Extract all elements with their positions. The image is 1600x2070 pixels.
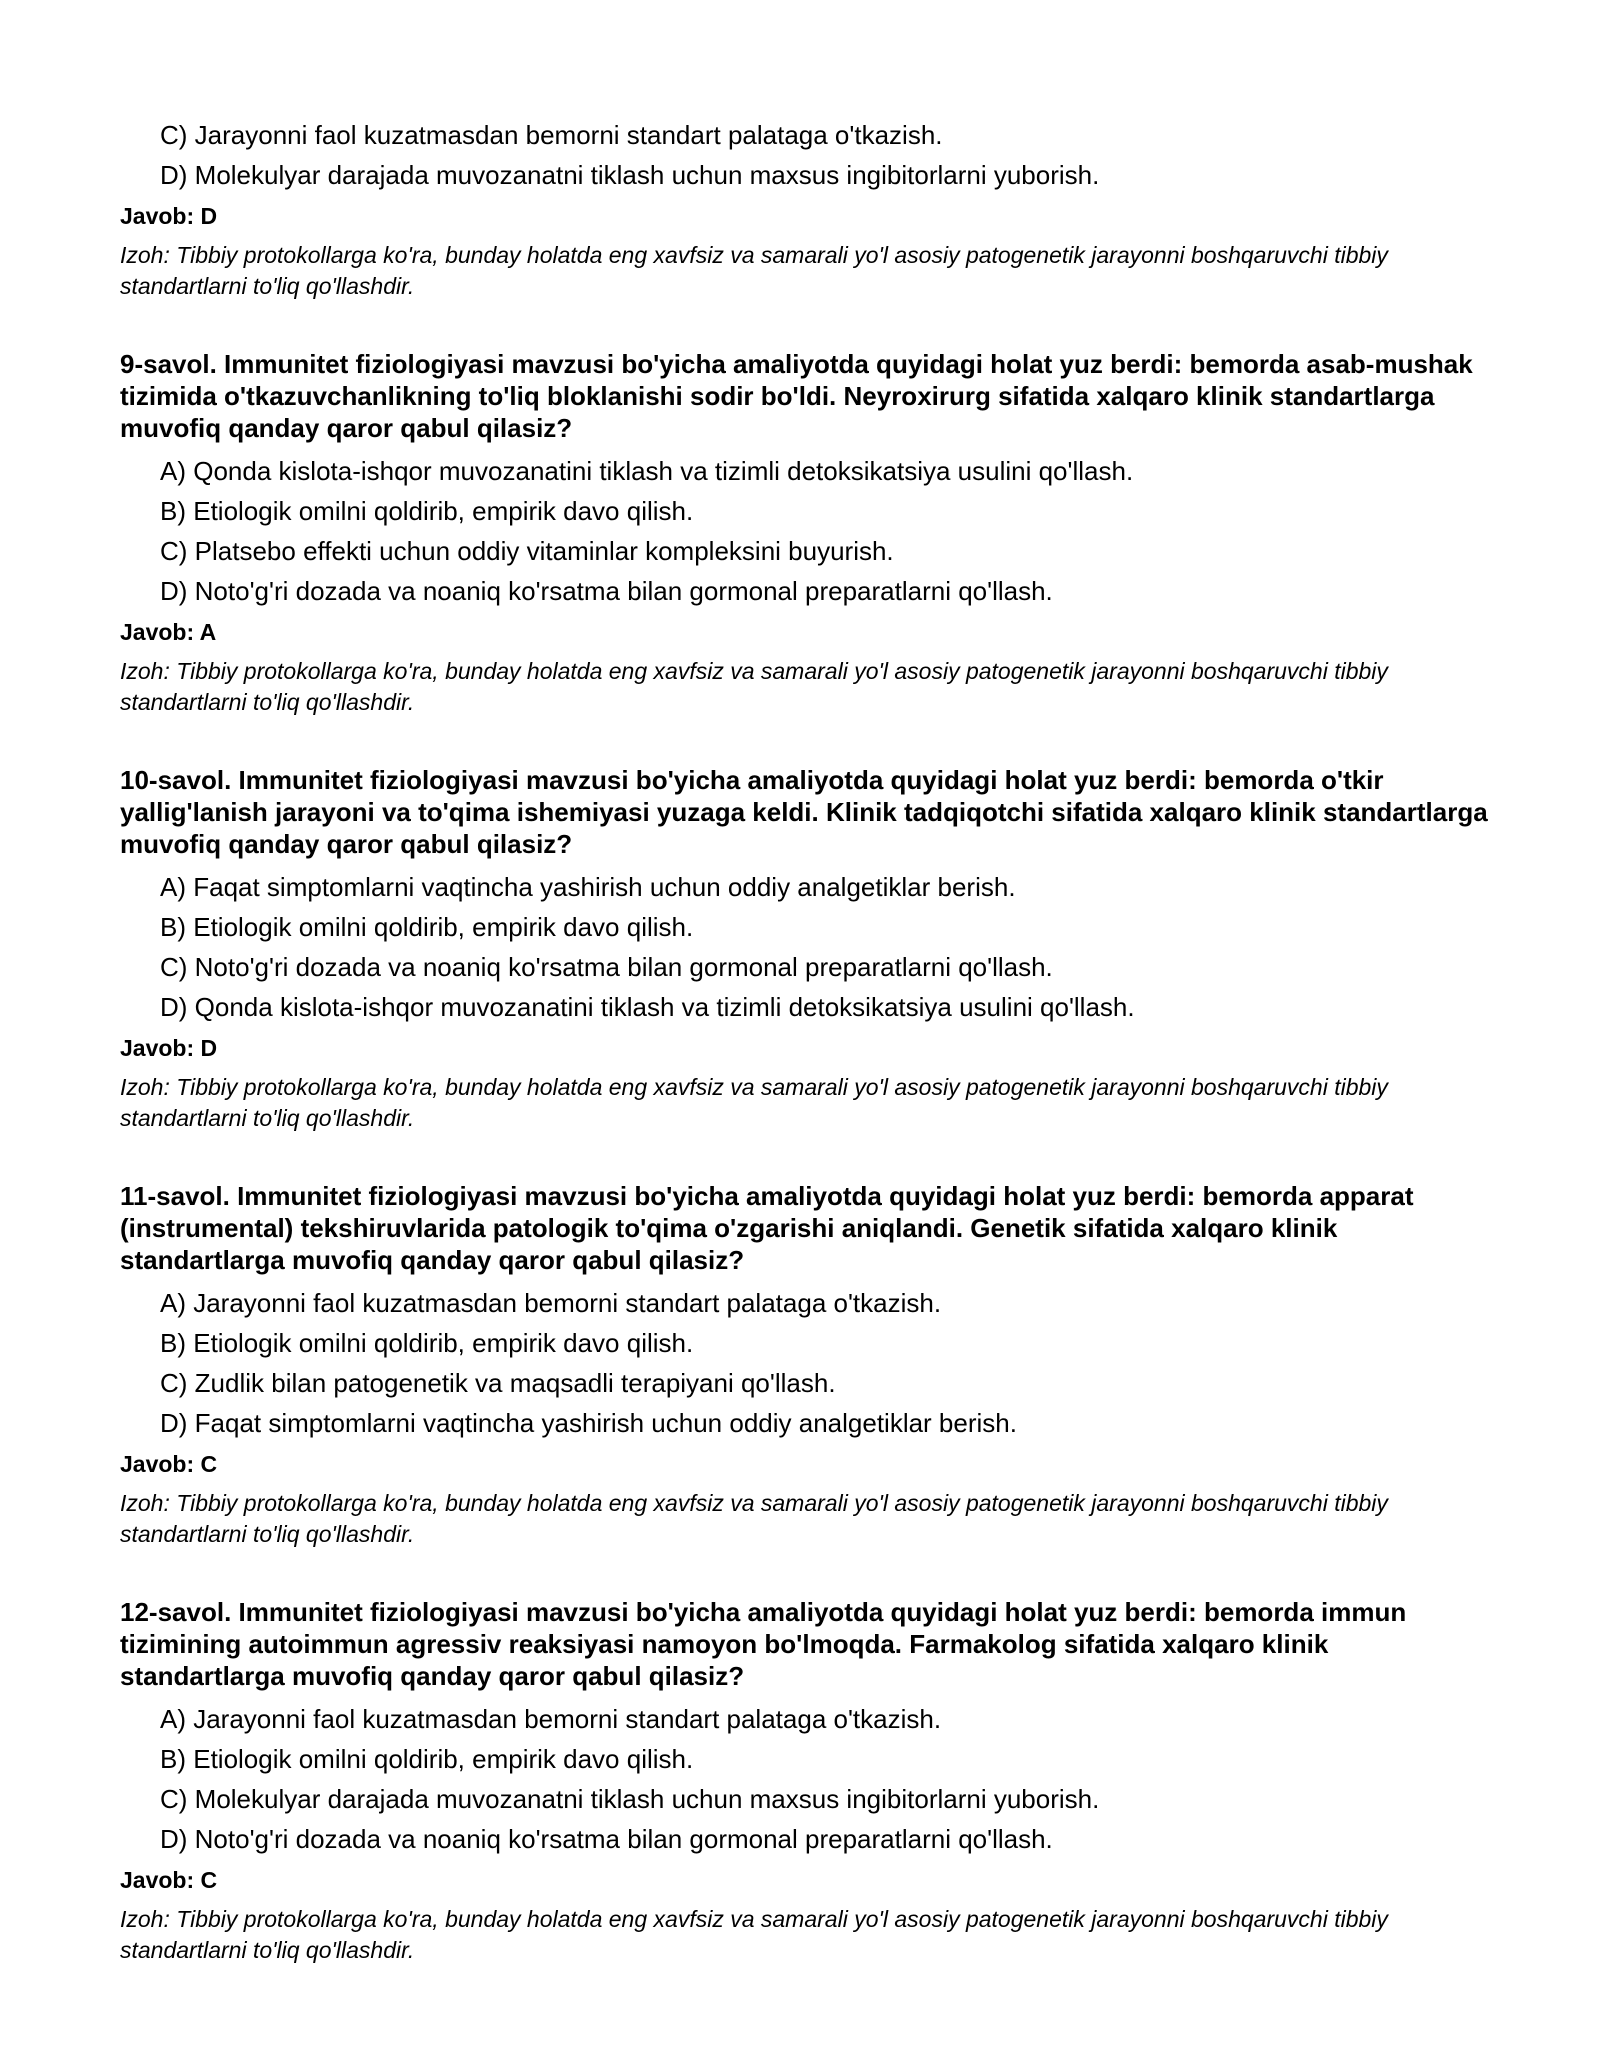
- explanation-note: Izoh: Tibbiy protokollarga ko'ra, bunday holatda eng xavfsiz va samarali yo'l asosiy patogenetik jarayonni boshqaruvchi tibbiy standartlarni to'liq qo'llashdir.: [120, 658, 1388, 715]
- question-title: 9-savol. Immunitet fiziologiyasi mavzusi bo'yicha amaliyotda quyidagi holat yuz berdi: bemorda asab-mushak tizimida o'tkazuvchanlikning to'liq bloklanishi sodir bo'ldi. Neyroxirurg sifatida xalqaro klinik standartlarga muvofiq qanday qaror qabul qilasiz?: [120, 349, 1473, 443]
- option-a: A) Jarayonni faol kuzatmasdan bemorni standart palataga o'tkazish.: [160, 1288, 942, 1318]
- answer-label: Javob: D: [120, 203, 218, 229]
- question-title: 10-savol. Immunitet fiziologiyasi mavzusi bo'yicha amaliyotda quyidagi holat yuz berdi: bemorda o'tkir yallig'lanish jarayoni va to'qima ishemiyasi yuzaga keldi. Klinik tadqiqotchi sifatida xalqaro klinik standartlarga muvofiq qanday qaror qabul qilasiz?: [120, 765, 1488, 859]
- question-block-10: [120, 764, 1500, 1134]
- option-a: A) Jarayonni faol kuzatmasdan bemorni standart palataga o'tkazish.: [160, 1704, 942, 1734]
- option-b: B) Etiologik omilni qoldirib, empirik davo qilish.: [160, 496, 694, 526]
- option-c: C) Molekulyar darajada muvozanatni tiklash uchun maxsus ingibitorlarni yuborish.: [160, 1784, 1100, 1814]
- explanation-note: Izoh: Tibbiy protokollarga ko'ra, bunday holatda eng xavfsiz va samarali yo'l asosiy patogenetik jarayonni boshqaruvchi tibbiy standartlarni to'liq qo'llashdir.: [120, 1490, 1388, 1547]
- option-b: B) Etiologik omilni qoldirib, empirik davo qilish.: [160, 1328, 694, 1358]
- explanation-note: Izoh: Tibbiy protokollarga ko'ra, bunday holatda eng xavfsiz va samarali yo'l asosiy patogenetik jarayonni boshqaruvchi tibbiy standartlarni to'liq qo'llashdir.: [120, 1906, 1388, 1963]
- option-c: C) Noto'g'ri dozada va noaniq ko'rsatma bilan gormonal preparatlarni qo'llash.: [160, 952, 1053, 982]
- option-d: D) Molekulyar darajada muvozanatni tiklash uchun maxsus ingibitorlarni yuborish.: [160, 160, 1100, 190]
- option-d: D) Noto'g'ri dozada va noaniq ko'rsatma bilan gormonal preparatlarni qo'llash.: [160, 576, 1053, 606]
- option-a: A) Qonda kislota-ishqor muvozanatini tiklash va tizimli detoksikatsiya usulini qo'llash.: [160, 456, 1134, 486]
- answer-label: Javob: A: [120, 619, 217, 645]
- question-block-11: [120, 1180, 1500, 1550]
- question-block-12: [120, 1596, 1500, 1966]
- explanation-note: Izoh: Tibbiy protokollarga ko'ra, bunday holatda eng xavfsiz va samarali yo'l asosiy patogenetik jarayonni boshqaruvchi tibbiy standartlarni to'liq qo'llashdir.: [120, 242, 1388, 299]
- question-title: 12-savol. Immunitet fiziologiyasi mavzusi bo'yicha amaliyotda quyidagi holat yuz berdi: bemorda immun tizimining autoimmun agressiv reaksiyasi namoyon bo'lmoqda. Farmakolog sifatida xalqaro klinik standartlarga muvofiq qanday qaror qabul qilasiz?: [120, 1597, 1407, 1691]
- answer-label: Javob: C: [120, 1867, 218, 1893]
- option-b: B) Etiologik omilni qoldirib, empirik davo qilish.: [160, 1744, 694, 1774]
- answer-label: Javob: C: [120, 1451, 218, 1477]
- option-c: C) Zudlik bilan patogenetik va maqsadli terapiyani qo'llash.: [160, 1368, 836, 1398]
- option-c: C) Jarayonni faol kuzatmasdan bemorni standart palataga o'tkazish.: [160, 120, 943, 150]
- option-b: B) Etiologik omilni qoldirib, empirik davo qilish.: [160, 912, 694, 942]
- question-block-continued: [120, 120, 1500, 302]
- explanation-note: Izoh: Tibbiy protokollarga ko'ra, bunday holatda eng xavfsiz va samarali yo'l asosiy patogenetik jarayonni boshqaruvchi tibbiy standartlarni to'liq qo'llashdir.: [120, 1074, 1388, 1131]
- option-a: A) Faqat simptomlarni vaqtincha yashirish uchun oddiy analgetiklar berish.: [160, 872, 1016, 902]
- question-block-9: [120, 348, 1500, 718]
- option-d: D) Faqat simptomlarni vaqtincha yashirish uchun oddiy analgetiklar berish.: [160, 1408, 1017, 1438]
- option-c: C) Platsebo effekti uchun oddiy vitaminlar kompleksini buyurish.: [160, 536, 894, 566]
- document-page: [120, 120, 1500, 1966]
- option-d: D) Noto'g'ri dozada va noaniq ko'rsatma bilan gormonal preparatlarni qo'llash.: [160, 1824, 1053, 1854]
- answer-label: Javob: D: [120, 1035, 218, 1061]
- option-d: D) Qonda kislota-ishqor muvozanatini tiklash va tizimli detoksikatsiya usulini qo'llash.: [160, 992, 1135, 1022]
- question-title: 11-savol. Immunitet fiziologiyasi mavzusi bo'yicha amaliyotda quyidagi holat yuz berdi: bemorda apparat (instrumental) tekshiruvlarida patologik to'qima o'zgarishi aniqlandi. Genetik sifatida xalqaro klinik standartlarga muvofiq qanday qaror qabul qilasiz?: [120, 1181, 1414, 1275]
